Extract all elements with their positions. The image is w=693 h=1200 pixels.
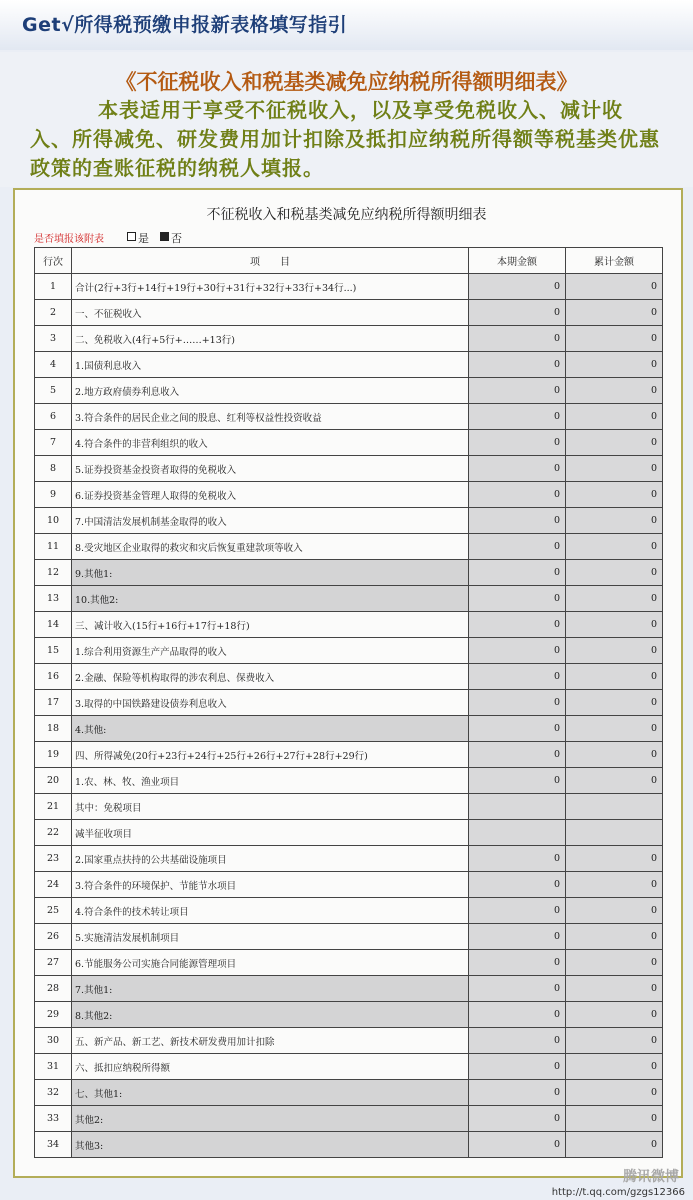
current-amount[interactable]: 0 [469,1106,566,1132]
row-number: 6 [35,404,72,430]
current-amount[interactable]: 0 [469,664,566,690]
row-item: 七、其他1: [72,1080,469,1106]
row-number: 5 [35,378,72,404]
table-row [35,482,663,508]
table-row [35,352,663,378]
row-number: 21 [35,794,72,820]
col-header-no: 行次 [35,248,72,274]
cumulative-amount[interactable]: 0 [566,1080,663,1106]
row-item: 6.证券投资基金管理人取得的免税收入 [72,482,469,508]
row-item: 4.符合条件的技术转让项目 [72,898,469,924]
row-item: 3.取得的中国铁路建设债券利息收入 [72,690,469,716]
cumulative-amount[interactable]: 0 [566,950,663,976]
row-number: 7 [35,430,72,456]
row-number: 13 [35,586,72,612]
table-row [35,716,663,742]
checkbox-yes-label: 是 [138,232,149,245]
row-number: 33 [35,1106,72,1132]
intro-body: 本表适用于享受不征税收入，以及享受免税收入、减计收入、所得减免、研发费用加计扣除及抵扣应纳税所得额等税基类优惠政策的查账征税的纳税人填报。 [30,98,660,180]
row-item: 8.受灾地区企业取得的救灾和灾后恢复重建款项等收入 [72,534,469,560]
cumulative-amount[interactable]: 0 [566,690,663,716]
cumulative-amount[interactable]: 0 [566,638,663,664]
current-amount[interactable]: 0 [469,300,566,326]
cumulative-amount[interactable]: 0 [566,274,663,300]
cumulative-amount[interactable]: 0 [566,378,663,404]
row-number: 27 [35,950,72,976]
table-row [35,326,663,352]
current-amount[interactable]: 0 [469,1080,566,1106]
checkbox-yes[interactable] [127,232,136,241]
table-header-row [35,248,663,274]
row-number: 3 [35,326,72,352]
cumulative-amount[interactable]: 0 [566,482,663,508]
row-number: 1 [35,274,72,300]
checkbox-no[interactable] [160,232,169,241]
cumulative-amount[interactable]: 0 [566,872,663,898]
table-row [35,924,663,950]
weibo-watermark: 腾讯微博 [623,1169,679,1185]
current-amount[interactable]: 0 [469,950,566,976]
cumulative-amount[interactable]: 0 [566,924,663,950]
current-amount[interactable]: 0 [469,1002,566,1028]
table-row [35,768,663,794]
table-row [35,1106,663,1132]
table-row [35,664,663,690]
table-row [35,404,663,430]
table-row [35,820,663,846]
row-item: 1.国债利息收入 [72,352,469,378]
current-amount[interactable]: 0 [469,378,566,404]
table-row [35,300,663,326]
cumulative-amount[interactable]: 0 [566,742,663,768]
cumulative-amount[interactable]: 0 [566,300,663,326]
row-number: 28 [35,976,72,1002]
table-row [35,508,663,534]
row-item: 3.符合条件的环境保护、节能节水项目 [72,872,469,898]
row-number: 30 [35,1028,72,1054]
current-amount[interactable]: 0 [469,404,566,430]
current-amount[interactable]: 0 [469,716,566,742]
cumulative-amount[interactable]: 0 [566,846,663,872]
row-item: 6.节能服务公司实施合同能源管理项目 [72,950,469,976]
row-number: 16 [35,664,72,690]
current-amount[interactable]: 0 [469,508,566,534]
cumulative-amount[interactable]: 0 [566,768,663,794]
cumulative-amount[interactable]: 0 [566,716,663,742]
current-amount[interactable]: 0 [469,742,566,768]
table-row [35,430,663,456]
table-row [35,898,663,924]
current-amount[interactable]: 0 [469,690,566,716]
row-number: 17 [35,690,72,716]
table-row [35,846,663,872]
cumulative-amount[interactable]: 0 [566,1132,663,1158]
current-amount[interactable]: 0 [469,846,566,872]
current-amount[interactable] [469,820,566,846]
row-item: 2.金融、保险等机构取得的涉农利息、保费收入 [72,664,469,690]
current-amount[interactable]: 0 [469,430,566,456]
row-number: 11 [35,534,72,560]
row-number: 14 [35,612,72,638]
row-number: 32 [35,1080,72,1106]
current-amount[interactable]: 0 [469,1132,566,1158]
row-number: 34 [35,1132,72,1158]
cumulative-amount[interactable]: 0 [566,898,663,924]
row-item: 8.其他2: [72,1002,469,1028]
row-item: 3.符合条件的居民企业之间的股息、红利等权益性投资收益 [72,404,469,430]
row-number: 20 [35,768,72,794]
intro-title: 《不征税收入和税基类减免应纳税所得额明细表》 [115,70,578,94]
source-url: http://t.qq.com/gzgs12366 [551,1187,685,1198]
table-row [35,534,663,560]
current-amount[interactable]: 0 [469,1028,566,1054]
cumulative-amount[interactable]: 0 [566,534,663,560]
cumulative-amount[interactable]: 0 [566,1106,663,1132]
current-amount[interactable]: 0 [469,612,566,638]
table-row [35,612,663,638]
table-row [35,1028,663,1054]
col-header-item: 项 目 [72,248,469,274]
row-number: 24 [35,872,72,898]
row-item: 4.符合条件的非营利组织的收入 [72,430,469,456]
cumulative-amount[interactable]: 0 [566,326,663,352]
current-amount[interactable]: 0 [469,1054,566,1080]
row-item: 10.其他2: [72,586,469,612]
table-row [35,586,663,612]
row-number: 25 [35,898,72,924]
table-row [35,1132,663,1158]
row-item: 4.其他: [72,716,469,742]
row-number: 22 [35,820,72,846]
table-row [35,872,663,898]
row-item: 其他3: [72,1132,469,1158]
row-item: 9.其他1: [72,560,469,586]
table-row [35,950,663,976]
row-number: 19 [35,742,72,768]
row-number: 23 [35,846,72,872]
table-row [35,742,663,768]
row-number: 12 [35,560,72,586]
cumulative-amount[interactable]: 0 [566,976,663,1002]
form-title: 不征税收入和税基类减免应纳税所得额明细表 [206,207,487,223]
current-amount[interactable]: 0 [469,534,566,560]
current-amount[interactable]: 0 [469,638,566,664]
cumulative-amount[interactable]: 0 [566,430,663,456]
row-number: 26 [35,924,72,950]
fill-label: 是否填报该附表 [34,234,104,245]
current-amount[interactable]: 0 [469,976,566,1002]
current-amount[interactable]: 0 [469,274,566,300]
row-item: 7.其他1: [72,976,469,1002]
cumulative-amount[interactable]: 0 [566,1028,663,1054]
table-row [35,560,663,586]
row-item: 1.农、林、牧、渔业项目 [72,768,469,794]
col-header-current: 本期金额 [469,248,566,274]
row-item: 五、新产品、新工艺、新技术研发费用加计扣除 [72,1028,469,1054]
row-number: 18 [35,716,72,742]
current-amount[interactable] [469,794,566,820]
cumulative-amount[interactable]: 0 [566,612,663,638]
cumulative-amount[interactable]: 0 [566,560,663,586]
row-item: 一、不征税收入 [72,300,469,326]
table-row [35,976,663,1002]
cumulative-amount[interactable]: 0 [566,1002,663,1028]
current-amount[interactable]: 0 [469,586,566,612]
row-item: 5.实施清洁发展机制项目 [72,924,469,950]
row-item: 合计(2行+3行+14行+19行+30行+31行+32行+33行+34行...) [72,274,469,300]
current-amount[interactable]: 0 [469,352,566,378]
row-item: 减半征收项目 [72,820,469,846]
table-row [35,638,663,664]
table-row [35,794,663,820]
cumulative-amount[interactable]: 0 [566,586,663,612]
row-item: 2.国家重点扶持的公共基础设施项目 [72,846,469,872]
row-item: 二、免税收入(4行+5行+……+13行) [72,326,469,352]
cumulative-amount[interactable]: 0 [566,1054,663,1080]
row-number: 2 [35,300,72,326]
cumulative-amount[interactable] [566,794,663,820]
guide-title: Get√所得税预缴申报新表格填写指引 [22,14,348,36]
table-row [35,1054,663,1080]
detail-table [34,247,663,1158]
cumulative-amount[interactable]: 0 [566,352,663,378]
table-row [35,378,663,404]
checkbox-no-label: 否 [171,232,182,245]
row-item: 四、所得减免(20行+23行+24行+25行+26行+27行+28行+29行) [72,742,469,768]
table-row [35,1080,663,1106]
current-amount[interactable]: 0 [469,456,566,482]
row-item: 其他2: [72,1106,469,1132]
table-row [35,1002,663,1028]
row-item: 5.证券投资基金投资者取得的免税收入 [72,456,469,482]
current-amount[interactable]: 0 [469,872,566,898]
cumulative-amount[interactable]: 0 [566,456,663,482]
row-number: 8 [35,456,72,482]
table-row [35,690,663,716]
row-number: 4 [35,352,72,378]
row-item: 1.综合利用资源生产产品取得的收入 [72,638,469,664]
current-amount[interactable]: 0 [469,326,566,352]
row-item: 其中：免税项目 [72,794,469,820]
current-amount[interactable]: 0 [469,482,566,508]
row-number: 10 [35,508,72,534]
cumulative-amount[interactable]: 0 [566,664,663,690]
cumulative-amount[interactable]: 0 [566,404,663,430]
current-amount[interactable]: 0 [469,560,566,586]
col-header-cumulative: 累计金额 [566,248,663,274]
current-amount[interactable]: 0 [469,898,566,924]
current-amount[interactable]: 0 [469,768,566,794]
row-item: 7.中国清洁发展机制基金取得的收入 [72,508,469,534]
row-number: 29 [35,1002,72,1028]
cumulative-amount[interactable] [566,820,663,846]
header-bar [0,0,693,50]
row-item: 2.地方政府债券利息收入 [72,378,469,404]
row-item: 六、抵扣应纳税所得额 [72,1054,469,1080]
table-row [35,456,663,482]
row-number: 9 [35,482,72,508]
current-amount[interactable]: 0 [469,924,566,950]
row-number: 31 [35,1054,72,1080]
row-item: 三、减计收入(15行+16行+17行+18行) [72,612,469,638]
cumulative-amount[interactable]: 0 [566,508,663,534]
row-number: 15 [35,638,72,664]
table-row [35,274,663,300]
